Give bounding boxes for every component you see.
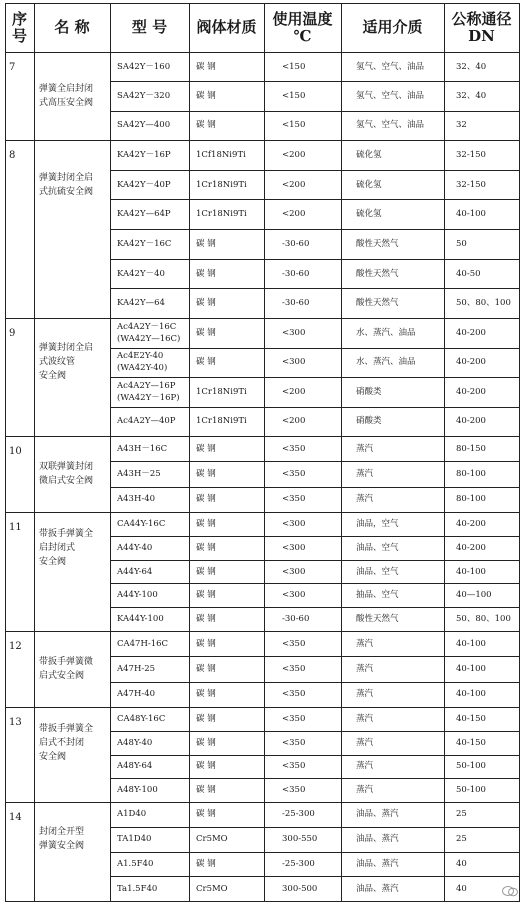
applicable-medium: 油品、蒸汽: [356, 809, 399, 819]
applicable-medium: 蒸汽: [356, 714, 374, 724]
row-divider: [5, 512, 520, 513]
valve-name: 弹簧封闭全启 式抗硫安全阀: [39, 172, 94, 197]
column-divider: [5, 52, 6, 141]
group-number: 11: [9, 522, 22, 533]
operating-temperature: <300: [282, 519, 306, 529]
operating-temperature: -25-300: [282, 809, 315, 819]
column-divider: [264, 436, 265, 513]
body-material: 碳 钢: [196, 689, 216, 699]
body-material: 碳 钢: [196, 785, 216, 795]
body-material: 碳 钢: [196, 519, 216, 529]
model-number: A44Y-40: [117, 543, 153, 553]
row-divider: [110, 656, 520, 657]
nominal-diameter: 40-100: [456, 567, 486, 577]
column-header: 阀体材质: [196, 18, 257, 36]
model-number: CA44Y-16C: [117, 519, 166, 529]
applicable-medium: 蒸汽: [356, 469, 374, 479]
row-divider: [110, 377, 520, 378]
group-number: 14: [9, 812, 22, 823]
operating-temperature: <350: [282, 738, 306, 748]
applicable-medium: 蒸汽: [356, 639, 374, 649]
nominal-diameter: 32: [456, 120, 467, 130]
column-divider: [34, 318, 35, 437]
column-divider: [519, 52, 520, 141]
body-material: 1Cr18Ni9Ti: [196, 209, 247, 219]
column-divider: [444, 631, 445, 708]
row-divider: [5, 436, 520, 437]
applicable-medium: 蒸汽: [356, 664, 374, 674]
applicable-medium: 酸性天然气: [356, 298, 399, 308]
row-divider: [110, 560, 520, 561]
column-divider: [5, 436, 6, 513]
body-material: 碳 钢: [196, 298, 216, 308]
row-divider: [110, 81, 520, 82]
model-number: CA48Y-16C: [117, 714, 166, 724]
column-divider: [5, 140, 6, 319]
operating-temperature: <200: [282, 387, 306, 397]
row-divider: [110, 229, 520, 230]
nominal-diameter: 40—100: [456, 590, 492, 600]
applicable-medium: 硝酸类: [356, 387, 382, 397]
operating-temperature: <300: [282, 357, 306, 367]
body-material: 碳 钢: [196, 494, 216, 504]
column-divider: [5, 707, 6, 803]
row-divider: [110, 731, 520, 732]
column-divider: [34, 512, 35, 632]
column-divider: [189, 436, 190, 513]
body-material: 碳 钢: [196, 614, 216, 624]
column-divider: [5, 631, 6, 708]
applicable-medium: 硝酸类: [356, 416, 382, 426]
body-material: 碳 钢: [196, 120, 216, 130]
nominal-diameter: 50、80、100: [456, 298, 511, 308]
model-number: (WA42Y—16C): [117, 334, 181, 344]
column-header: 使用温度 ℃: [272, 9, 333, 45]
group-number: 13: [9, 717, 22, 728]
body-material: 碳 钢: [196, 269, 216, 279]
column-divider: [110, 436, 111, 513]
column-divider: [519, 512, 520, 632]
nominal-diameter: 40-100: [456, 639, 486, 649]
row-divider: [110, 170, 520, 171]
body-material: 碳 钢: [196, 444, 216, 454]
model-number: A43H-40: [117, 494, 156, 504]
applicable-medium: 蒸汽: [356, 494, 374, 504]
applicable-medium: 油品、空气: [356, 543, 399, 553]
model-number: Ac4E2Y-40: [117, 351, 164, 361]
group-number: 9: [9, 328, 16, 339]
nominal-diameter: 50: [456, 239, 467, 249]
operating-temperature: 300-500: [282, 884, 318, 894]
applicable-medium: 油品、空气: [356, 567, 399, 577]
body-material: 碳 钢: [196, 738, 216, 748]
operating-temperature: <200: [282, 209, 306, 219]
nominal-diameter: 40: [456, 859, 467, 869]
model-number: KA42Y—64P: [117, 209, 171, 219]
column-divider: [34, 436, 35, 513]
nominal-diameter: 40-150: [456, 714, 486, 724]
column-divider: [341, 631, 342, 708]
nominal-diameter: 40-100: [456, 689, 486, 699]
row-divider: [110, 487, 520, 488]
applicable-medium: 油品，空气: [356, 519, 399, 529]
row-divider: [110, 199, 520, 200]
model-number: (WA42Y-40): [117, 363, 168, 373]
applicable-medium: 氢气、空气、油品: [356, 62, 425, 72]
operating-temperature: <350: [282, 761, 306, 771]
nominal-diameter: 80-100: [456, 494, 486, 504]
column-divider: [110, 512, 111, 632]
body-material: 碳 钢: [196, 590, 216, 600]
column-header: 公称通径 DN: [451, 9, 512, 45]
body-material: 碳 钢: [196, 761, 216, 771]
column-header: 适用介质: [362, 18, 423, 36]
model-number: Ta1.5F40: [117, 884, 158, 894]
row-divider: [5, 707, 520, 708]
operating-temperature: -30-60: [282, 614, 310, 624]
group-number: 10: [9, 446, 22, 457]
nominal-diameter: 40-100: [456, 209, 486, 219]
column-header: 型 号: [131, 18, 168, 36]
applicable-medium: 水、蒸汽、油品: [356, 357, 416, 367]
nominal-diameter: 40-200: [456, 519, 486, 529]
nominal-diameter: 32、40: [456, 62, 487, 72]
operating-temperature: <200: [282, 180, 306, 190]
row-divider: [110, 583, 520, 584]
column-divider: [444, 52, 445, 141]
column-divider: [189, 631, 190, 708]
nominal-diameter: 80-100: [456, 469, 486, 479]
column-header: 序 号: [11, 9, 27, 45]
column-divider: [34, 140, 35, 319]
operating-temperature: <200: [282, 150, 306, 160]
applicable-medium: 蒸汽: [356, 761, 374, 771]
row-divider: [5, 140, 520, 141]
applicable-medium: 蒸汽: [356, 689, 374, 699]
row-divider: [110, 682, 520, 683]
operating-temperature: -25-300: [282, 859, 315, 869]
operating-temperature: -30-60: [282, 298, 310, 308]
applicable-medium: 硫化氢: [356, 180, 382, 190]
model-number: KA44Y-100: [117, 614, 164, 624]
body-material: 碳 钢: [196, 567, 216, 577]
applicable-medium: 油品、蒸汽: [356, 834, 399, 844]
nominal-diameter: 32、40: [456, 91, 487, 101]
body-material: 碳 钢: [196, 543, 216, 553]
operating-temperature: -30-60: [282, 269, 310, 279]
group-number: 8: [9, 150, 16, 161]
applicable-medium: 油品、蒸汽: [356, 859, 399, 869]
operating-temperature: -30-60: [282, 239, 310, 249]
nominal-diameter: 40-150: [456, 738, 486, 748]
column-divider: [189, 52, 190, 141]
column-divider: [5, 318, 6, 437]
row-divider: [110, 348, 520, 349]
column-divider: [110, 52, 111, 141]
body-material: 碳 钢: [196, 714, 216, 724]
applicable-medium: 酸性天然气: [356, 239, 399, 249]
body-material: 1Cr18Ni9Ti: [196, 180, 247, 190]
operating-temperature: <300: [282, 328, 306, 338]
row-divider: [110, 778, 520, 779]
row-divider: [5, 802, 520, 803]
valve-name: 带扳手弹簧全 启式不封闭 安全阀: [39, 723, 94, 762]
body-material: 碳 钢: [196, 357, 216, 367]
model-number: SA42Y—400: [117, 120, 171, 130]
row-divider: [5, 52, 520, 53]
valve-name: 弹簧封闭全启 式波纹管 安全阀: [39, 343, 94, 382]
applicable-medium: 硫化氢: [356, 209, 382, 219]
column-divider: [341, 3, 342, 52]
operating-temperature: <350: [282, 444, 306, 454]
column-divider: [34, 707, 35, 803]
nominal-diameter: 40-100: [456, 664, 486, 674]
model-number: Ac4A2Y－16C: [117, 322, 177, 332]
body-material: 1Cf18Ni9Ti: [196, 150, 246, 160]
operating-temperature: <300: [282, 590, 306, 600]
operating-temperature: <350: [282, 785, 306, 795]
applicable-medium: 油品、蒸汽: [356, 884, 399, 894]
operating-temperature: <300: [282, 567, 306, 577]
model-number: TA1D40: [117, 834, 152, 844]
nominal-diameter: 40-200: [456, 387, 486, 397]
row-divider: [110, 536, 520, 537]
model-number: A1.5F40: [117, 859, 154, 869]
nominal-diameter: 50-100: [456, 785, 486, 795]
model-number: KA42Y－40P: [117, 180, 171, 190]
column-divider: [444, 436, 445, 513]
column-divider: [34, 52, 35, 141]
applicable-medium: 蒸汽: [356, 785, 374, 795]
column-divider: [110, 631, 111, 708]
column-divider: [5, 512, 6, 632]
model-number: A44Y-64: [117, 567, 153, 577]
applicable-medium: 硫化氢: [356, 150, 382, 160]
row-divider: [110, 288, 520, 289]
column-divider: [5, 3, 6, 52]
body-material: 1Cr18Ni9Ti: [196, 416, 247, 426]
operating-temperature: <150: [282, 62, 306, 72]
operating-temperature: <350: [282, 469, 306, 479]
operating-temperature: <350: [282, 689, 306, 699]
column-divider: [264, 512, 265, 632]
model-number: KA42Y－16C: [117, 239, 172, 249]
row-divider: [5, 631, 520, 632]
applicable-medium: 氢气、空气、油品: [356, 120, 425, 130]
column-divider: [189, 3, 190, 52]
body-material: 碳 钢: [196, 664, 216, 674]
nominal-diameter: 40: [456, 884, 467, 894]
model-number: Ac4A2Y—16P: [117, 381, 176, 391]
model-number: A48Y-40: [117, 738, 153, 748]
column-divider: [444, 512, 445, 632]
column-divider: [341, 436, 342, 513]
applicable-medium: 抽品、空气: [356, 590, 399, 600]
nominal-diameter: 40-200: [456, 328, 486, 338]
model-number: A43H－25: [117, 469, 161, 479]
column-divider: [519, 631, 520, 708]
applicable-medium: 蒸汽: [356, 738, 374, 748]
row-divider: [110, 852, 520, 853]
row-divider: [110, 111, 520, 112]
model-number: A48Y-100: [117, 785, 158, 795]
model-number: A47H-25: [117, 664, 156, 674]
column-divider: [264, 52, 265, 141]
operating-temperature: <150: [282, 120, 306, 130]
valve-name: 带扳手弹簧全 启封闭式 安全阀: [39, 528, 94, 567]
valve-name: 双联弹簧封闭 微启式安全阀: [39, 462, 94, 486]
row-divider: [110, 876, 520, 877]
watermark-logo: [502, 885, 518, 900]
nominal-diameter: 25: [456, 809, 467, 819]
row-divider: [110, 461, 520, 462]
operating-temperature: 300-550: [282, 834, 318, 844]
group-number: 12: [9, 641, 22, 652]
valve-name: 弹簧全启封闭 式高压安全阀: [39, 84, 94, 108]
valve-name: 带扳手弹簧微 启式安全阀: [39, 657, 94, 681]
applicable-medium: 氢气、空气、油品: [356, 91, 425, 101]
operating-temperature: <350: [282, 664, 306, 674]
row-divider: [5, 318, 520, 319]
column-divider: [34, 3, 35, 52]
applicable-medium: 酸性天然气: [356, 269, 399, 279]
nominal-diameter: 32-150: [456, 180, 486, 190]
valve-name: 封闭全开型 弹簧安全阀: [39, 827, 85, 852]
column-divider: [5, 802, 6, 902]
column-header: 名 称: [54, 18, 90, 36]
operating-temperature: <200: [282, 416, 306, 426]
nominal-diameter: 50、80、100: [456, 614, 511, 624]
nominal-diameter: 40-200: [456, 357, 486, 367]
column-divider: [264, 631, 265, 708]
nominal-diameter: 80-150: [456, 444, 486, 454]
nominal-diameter: 40-200: [456, 543, 486, 553]
nominal-diameter: 40-50: [456, 269, 481, 279]
body-material: 1Cr18Ni9Ti: [196, 387, 247, 397]
operating-temperature: <350: [282, 714, 306, 724]
model-number: Ac4A2Y—40P: [117, 416, 176, 426]
applicable-medium: 水、蒸汽、油品: [356, 328, 416, 338]
applicable-medium: 酸性天然气: [356, 614, 399, 624]
model-number: CA47H-16C: [117, 639, 169, 649]
column-divider: [341, 52, 342, 141]
nominal-diameter: 50-100: [456, 761, 486, 771]
nominal-diameter: 25: [456, 834, 467, 844]
column-divider: [341, 512, 342, 632]
row-divider: [110, 607, 520, 608]
row-divider: [110, 827, 520, 828]
column-divider: [264, 3, 265, 52]
model-number: A1D40: [117, 809, 147, 819]
row-divider: [110, 755, 520, 756]
model-number: KA42Y－16P: [117, 150, 171, 160]
body-material: 碳 钢: [196, 239, 216, 249]
operating-temperature: <350: [282, 494, 306, 504]
column-divider: [110, 3, 111, 52]
model-number: A43H－16C: [117, 444, 168, 454]
model-number: SA42Y－160: [117, 62, 171, 72]
model-number: KA42Y－40: [117, 269, 165, 279]
applicable-medium: 蒸汽: [356, 444, 374, 454]
body-material: 碳 钢: [196, 91, 216, 101]
body-material: 碳 钢: [196, 328, 216, 338]
body-material: Cr5MO: [196, 884, 228, 894]
column-divider: [189, 512, 190, 632]
body-material: 碳 钢: [196, 639, 216, 649]
model-number: KA42Y—64: [117, 298, 165, 308]
body-material: 碳 钢: [196, 809, 216, 819]
column-divider: [34, 802, 35, 902]
column-divider: [519, 3, 520, 52]
model-number: A48Y-64: [117, 761, 153, 771]
body-material: Cr5MO: [196, 834, 228, 844]
group-number: 7: [9, 62, 16, 73]
column-divider: [34, 631, 35, 708]
body-material: 碳 钢: [196, 859, 216, 869]
model-number: A47H-40: [117, 689, 156, 699]
model-number: SA42Y－320: [117, 91, 171, 101]
nominal-diameter: 32-150: [456, 150, 486, 160]
model-number: (WA42Y－16P): [117, 393, 180, 403]
column-divider: [444, 3, 445, 52]
row-divider: [110, 259, 520, 260]
column-divider: [519, 436, 520, 513]
row-divider: [110, 407, 520, 408]
body-material: 碳 钢: [196, 469, 216, 479]
model-number: A44Y-100: [117, 590, 158, 600]
nominal-diameter: 40-200: [456, 416, 486, 426]
body-material: 碳 钢: [196, 62, 216, 72]
row-divider: [5, 3, 520, 4]
operating-temperature: <300: [282, 543, 306, 553]
operating-temperature: <150: [282, 91, 306, 101]
operating-temperature: <350: [282, 639, 306, 649]
